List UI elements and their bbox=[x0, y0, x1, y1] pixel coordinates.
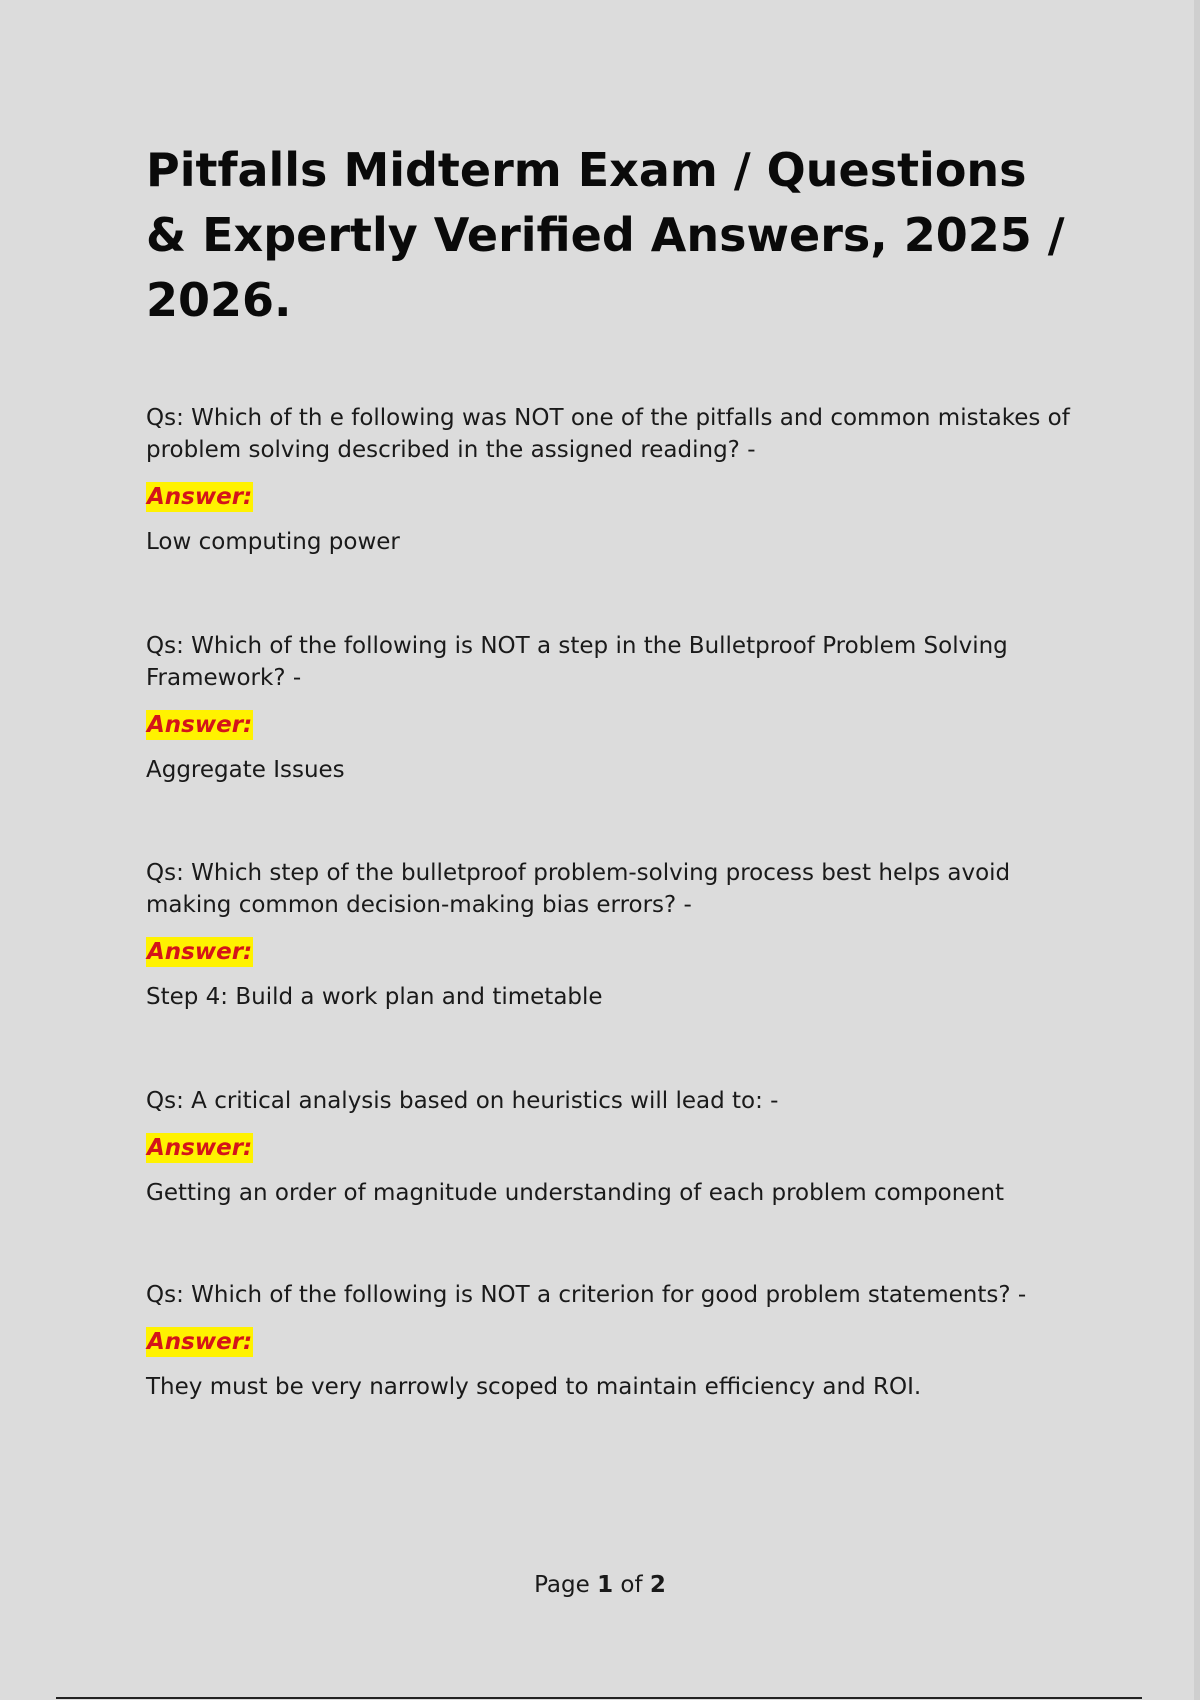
question-text: Qs: A critical analysis based on heuristics will lead to: - bbox=[146, 1088, 779, 1114]
answer-label: Answer: bbox=[147, 1329, 253, 1355]
page-bottom-divider bbox=[56, 1697, 1142, 1699]
page-word: Page bbox=[534, 1572, 590, 1598]
answer-label: Answer: bbox=[147, 712, 253, 738]
answer-label: Answer: bbox=[147, 939, 253, 965]
answer-text: Step 4: Build a work plan and timetable bbox=[146, 984, 603, 1010]
answer-label: Answer: bbox=[147, 1135, 253, 1161]
question-text: Qs: Which of the following is NOT a step in the Bulletproof Problem Solving Framework? - bbox=[146, 633, 1008, 691]
question-text: Qs: Which of th e following was NOT one of the pitfalls and common mistakes of problem solving described in the assigned reading? - bbox=[146, 405, 1070, 463]
qa-item-3 bbox=[146, 857, 1076, 1013]
current-page-number: 1 bbox=[597, 1572, 614, 1598]
page-edge-strip bbox=[1194, 0, 1200, 1700]
document-title: Pitfalls Midterm Exam / Questions & Expertly Verified Answers, 2025 / 2026. bbox=[146, 143, 1065, 327]
answer-label: Answer: bbox=[147, 484, 253, 510]
answer-text: Getting an order of magnitude understanding of each problem component bbox=[146, 1180, 1005, 1206]
answer-text: They must be very narrowly scoped to maintain efficiency and ROI. bbox=[146, 1374, 922, 1400]
qa-item-4 bbox=[146, 1085, 1076, 1209]
page-number-footer bbox=[0, 1570, 1200, 1600]
answer-text: Low computing power bbox=[146, 529, 400, 555]
total-page-count: 2 bbox=[649, 1572, 666, 1598]
of-word: of bbox=[620, 1572, 643, 1598]
answer-text: Aggregate Issues bbox=[146, 757, 345, 783]
question-text: Qs: Which step of the bulletproof problem-solving process best helps avoid making common decision-making bias errors? - bbox=[146, 860, 1011, 918]
qa-item-1 bbox=[146, 402, 1076, 558]
question-text: Qs: Which of the following is NOT a criterion for good problem statements? - bbox=[146, 1282, 1027, 1308]
qa-item-5 bbox=[146, 1279, 1076, 1403]
qa-item-2 bbox=[146, 630, 1076, 786]
